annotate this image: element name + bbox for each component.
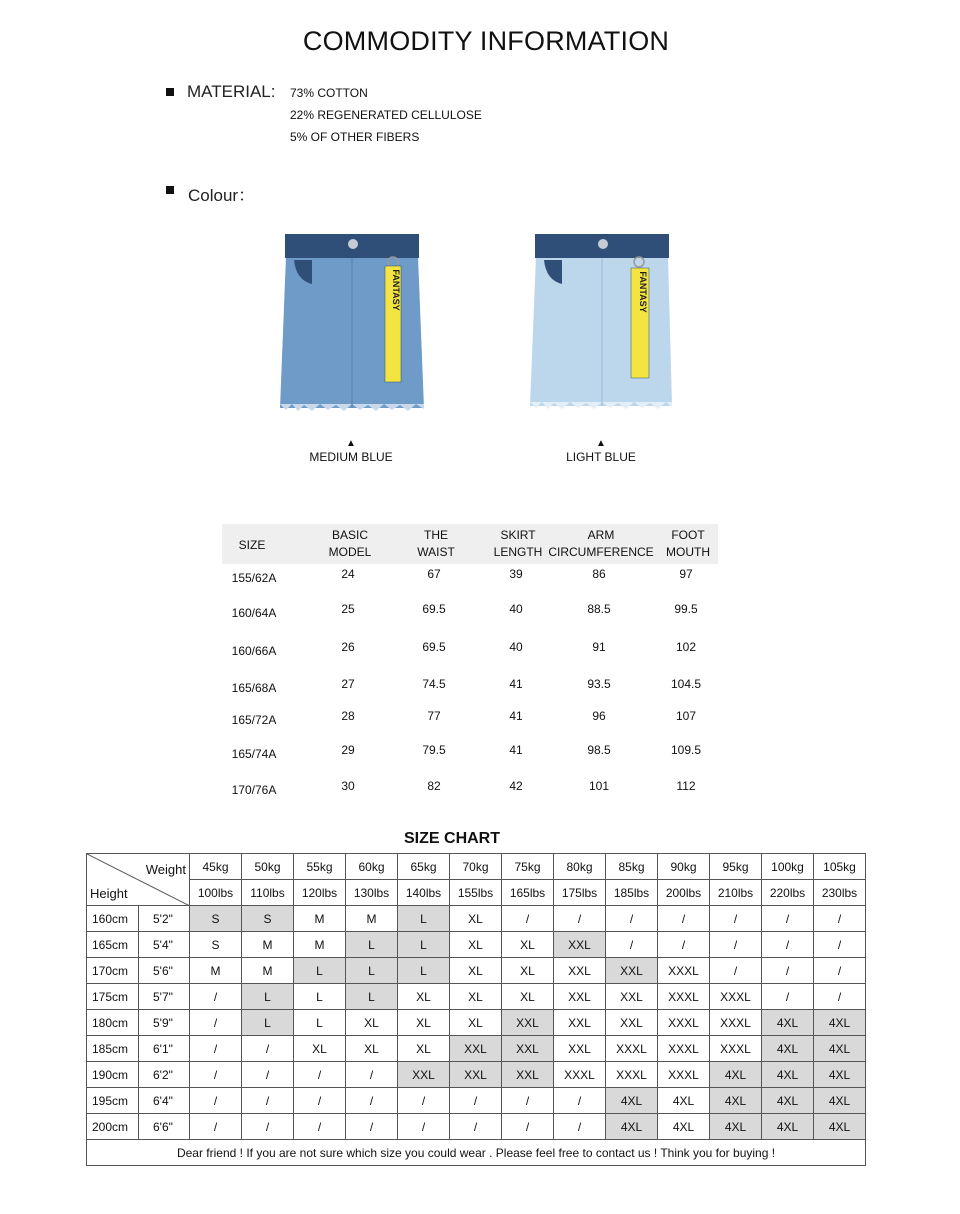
size-cell: 4XL xyxy=(606,1088,658,1114)
weight-kg-cell: 65kg xyxy=(398,854,450,880)
skirt-light-blue-image xyxy=(522,228,682,418)
measurement-header-line: MOUTH xyxy=(666,545,710,559)
size-cell: XXXL xyxy=(658,984,710,1010)
measurement-value-cell: 29 xyxy=(341,743,355,757)
table-row xyxy=(87,984,866,1010)
measurement-value-cell: 93.5 xyxy=(587,677,611,691)
size-cell: / xyxy=(346,1114,398,1140)
size-cell: / xyxy=(606,906,658,932)
weight-kg-cell: 75kg xyxy=(502,854,554,880)
height-cm-cell: 190cm xyxy=(87,1062,139,1088)
size-cell: XL xyxy=(346,1036,398,1062)
measurement-header-line: WAIST xyxy=(417,545,455,559)
weight-lbs-cell: 165lbs xyxy=(502,880,554,906)
material-line: 5% OF OTHER FIBERS xyxy=(290,130,420,144)
measurement-header-line: SKIRT xyxy=(500,528,536,542)
size-cell: / xyxy=(502,1088,554,1114)
size-cell: / xyxy=(242,1036,294,1062)
size-cell: XL xyxy=(450,958,502,984)
measurement-size-cell: 155/62A xyxy=(231,571,277,585)
measurement-value-cell: 26 xyxy=(341,640,355,654)
measurement-value-cell: 88.5 xyxy=(587,602,611,616)
size-cell: 4XL xyxy=(814,1062,866,1088)
triangle-up-icon: ▲ xyxy=(596,438,606,449)
size-cell: / xyxy=(190,1114,242,1140)
measurement-value-cell: 40 xyxy=(509,640,523,654)
size-cell: / xyxy=(658,932,710,958)
size-cell: / xyxy=(190,1062,242,1088)
measurement-header-line: THE xyxy=(424,528,448,542)
measurement-value-cell: 86 xyxy=(592,567,606,581)
size-cell: / xyxy=(814,932,866,958)
size-cell: / xyxy=(294,1114,346,1140)
size-cell: / xyxy=(554,906,606,932)
size-cell: M xyxy=(190,958,242,984)
size-chart-title: SIZE CHART xyxy=(404,830,500,847)
measurement-value-cell: 109.5 xyxy=(670,743,702,757)
measurement-value-cell: 97 xyxy=(679,567,693,581)
size-cell: / xyxy=(398,1088,450,1114)
size-cell: XXXL xyxy=(658,1010,710,1036)
measurement-value-cell: 24 xyxy=(341,567,355,581)
triangle-up-icon: ▲ xyxy=(346,438,356,449)
size-cell: L xyxy=(242,984,294,1010)
size-cell: / xyxy=(242,1114,294,1140)
weight-lbs-cell: 130lbs xyxy=(346,880,398,906)
size-cell: L xyxy=(294,958,346,984)
size-cell: XL xyxy=(346,1010,398,1036)
weight-kg-cell: 45kg xyxy=(190,854,242,880)
size-cell: / xyxy=(710,958,762,984)
measurement-value-cell: 28 xyxy=(341,709,355,723)
colour-caption-medium-blue xyxy=(281,438,421,464)
weight-lbs-cell: 185lbs xyxy=(606,880,658,906)
measurement-value-cell: 99.5 xyxy=(674,602,698,616)
height-cm-cell: 185cm xyxy=(87,1036,139,1062)
measurement-size-cell: 160/64A xyxy=(231,606,277,620)
measurement-value-cell: 41 xyxy=(509,677,523,691)
size-chart-footer-note: Dear friend ! If you are not sure which size you could wear . Please feel free to contact us ! Think you for buying ! xyxy=(87,1140,866,1166)
height-label: Height xyxy=(90,886,128,901)
height-ft-cell: 5'2" xyxy=(139,906,190,932)
size-cell: 4XL xyxy=(762,1114,814,1140)
colour-name: MEDIUM BLUE xyxy=(309,450,393,464)
height-cm-cell: 170cm xyxy=(87,958,139,984)
size-cell: XXL xyxy=(502,1010,554,1036)
size-chart-header-row xyxy=(87,854,866,880)
measurement-value-cell: 82 xyxy=(427,779,441,793)
skirt-tag-text: FANTASY xyxy=(638,271,648,313)
table-row xyxy=(87,1036,866,1062)
size-cell: / xyxy=(762,932,814,958)
size-cell: / xyxy=(658,906,710,932)
size-cell: / xyxy=(398,1114,450,1140)
material-bullet-icon xyxy=(166,88,174,96)
size-cell: / xyxy=(450,1088,502,1114)
size-cell: / xyxy=(502,906,554,932)
size-chart-footer-row xyxy=(87,1140,866,1166)
size-cell: XXXL xyxy=(554,1062,606,1088)
weight-kg-cell: 100kg xyxy=(762,854,814,880)
size-cell: L xyxy=(294,1010,346,1036)
weight-kg-cell: 105kg xyxy=(814,854,866,880)
size-cell: M xyxy=(294,906,346,932)
weight-lbs-cell: 155lbs xyxy=(450,880,502,906)
size-cell: XL xyxy=(502,932,554,958)
size-cell: 4XL xyxy=(762,1062,814,1088)
measurement-header-line: ARM xyxy=(587,528,615,542)
size-cell: XXL xyxy=(502,1062,554,1088)
size-cell: XL xyxy=(502,958,554,984)
size-cell: M xyxy=(346,906,398,932)
size-cell: XXL xyxy=(450,1036,502,1062)
size-cell: / xyxy=(762,958,814,984)
measurement-header-line: MODEL xyxy=(328,545,372,559)
measurement-header-line: LENGTH xyxy=(493,545,543,559)
measurement-header-line: FOOT xyxy=(671,528,705,542)
size-cell: S xyxy=(190,906,242,932)
size-cell: XXXL xyxy=(710,1010,762,1036)
weight-kg-cell: 80kg xyxy=(554,854,606,880)
height-ft-cell: 6'2" xyxy=(139,1062,190,1088)
measurement-value-cell: 41 xyxy=(509,743,523,757)
size-chart-corner xyxy=(87,854,190,906)
size-cell: XL xyxy=(450,932,502,958)
size-cell: 4XL xyxy=(814,1010,866,1036)
measurement-value-cell: 79.5 xyxy=(422,743,446,757)
material-line: 22% REGENERATED CELLULOSE xyxy=(290,108,482,122)
size-cell: XL xyxy=(450,984,502,1010)
size-cell: 4XL xyxy=(606,1114,658,1140)
weight-kg-cell: 90kg xyxy=(658,854,710,880)
weight-lbs-cell: 230lbs xyxy=(814,880,866,906)
size-cell: XL xyxy=(450,906,502,932)
size-cell: / xyxy=(606,932,658,958)
table-row xyxy=(87,1062,866,1088)
measurement-value-cell: 77 xyxy=(427,709,441,723)
size-cell: XXL xyxy=(554,932,606,958)
colour-bullet-icon xyxy=(166,186,174,194)
size-cell: XL xyxy=(294,1036,346,1062)
measurement-value-cell: 107 xyxy=(675,709,697,723)
size-cell: / xyxy=(762,906,814,932)
size-cell: XL xyxy=(398,1036,450,1062)
measurement-value-cell: 25 xyxy=(341,602,355,616)
measurement-value-cell: 67 xyxy=(427,567,441,581)
size-cell: L xyxy=(398,932,450,958)
size-cell: XL xyxy=(450,1010,502,1036)
height-ft-cell: 5'4" xyxy=(139,932,190,958)
measurement-value-cell: 27 xyxy=(341,677,355,691)
measurement-value-cell: 98.5 xyxy=(587,743,611,757)
size-cell: L xyxy=(346,932,398,958)
size-cell: M xyxy=(294,932,346,958)
measurement-value-cell: 69.5 xyxy=(422,602,446,616)
size-cell: XXL xyxy=(606,984,658,1010)
weight-kg-cell: 60kg xyxy=(346,854,398,880)
size-cell: / xyxy=(190,984,242,1010)
size-cell: L xyxy=(346,984,398,1010)
size-cell: / xyxy=(190,1010,242,1036)
weight-lbs-cell: 140lbs xyxy=(398,880,450,906)
size-cell: / xyxy=(554,1088,606,1114)
weight-lbs-cell: 175lbs xyxy=(554,880,606,906)
weight-kg-cell: 95kg xyxy=(710,854,762,880)
size-cell: 4XL xyxy=(762,1010,814,1036)
page-title: COMMODITY INFORMATION xyxy=(302,26,670,56)
height-cm-cell: 195cm xyxy=(87,1088,139,1114)
weight-lbs-cell: 220lbs xyxy=(762,880,814,906)
size-cell: XXXL xyxy=(710,1036,762,1062)
size-cell: XXL xyxy=(502,1036,554,1062)
size-cell: / xyxy=(242,1062,294,1088)
size-cell: / xyxy=(190,1036,242,1062)
weight-lbs-cell: 110lbs xyxy=(242,880,294,906)
measurement-size-cell: 165/72A xyxy=(231,713,277,727)
size-cell: XXXL xyxy=(658,1062,710,1088)
weight-kg-cell: 50kg xyxy=(242,854,294,880)
colour-name: LIGHT BLUE xyxy=(566,450,636,464)
weight-lbs-cell: 100lbs xyxy=(190,880,242,906)
size-cell: XXL xyxy=(606,958,658,984)
size-cell: / xyxy=(814,958,866,984)
size-cell: XXXL xyxy=(658,1036,710,1062)
size-cell: XXL xyxy=(554,984,606,1010)
size-cell: L xyxy=(398,958,450,984)
material-line: 73% COTTON xyxy=(290,86,368,100)
size-cell: L xyxy=(398,906,450,932)
size-cell: 4XL xyxy=(814,1036,866,1062)
size-cell: XXXL xyxy=(658,958,710,984)
table-row xyxy=(87,1088,866,1114)
measurement-value-cell: 30 xyxy=(341,779,355,793)
table-row xyxy=(87,1010,866,1036)
weight-lbs-cell: 200lbs xyxy=(658,880,710,906)
size-cell: 4XL xyxy=(710,1088,762,1114)
size-cell: / xyxy=(502,1114,554,1140)
size-cell: 4XL xyxy=(814,1114,866,1140)
height-cm-cell: 180cm xyxy=(87,1010,139,1036)
size-cell: L xyxy=(294,984,346,1010)
measurement-header-line: BASIC xyxy=(331,528,368,542)
measurement-size-cell: 160/66A xyxy=(231,644,277,658)
weight-kg-cell: 55kg xyxy=(294,854,346,880)
height-ft-cell: 5'9" xyxy=(139,1010,190,1036)
size-cell: / xyxy=(814,906,866,932)
height-cm-cell: 175cm xyxy=(87,984,139,1010)
size-cell: / xyxy=(242,1088,294,1114)
measurement-value-cell: 104.5 xyxy=(670,677,702,691)
weight-kg-cell: 70kg xyxy=(450,854,502,880)
size-cell: / xyxy=(294,1088,346,1114)
size-cell: XL xyxy=(398,1010,450,1036)
measurement-size-cell: 165/68A xyxy=(231,681,277,695)
material-label: MATERIAL: xyxy=(187,82,276,101)
size-cell: 4XL xyxy=(710,1062,762,1088)
size-cell: L xyxy=(346,958,398,984)
size-chart-header-row xyxy=(87,880,866,906)
table-row xyxy=(87,958,866,984)
size-cell: 4XL xyxy=(814,1088,866,1114)
measurement-value-cell: 69.5 xyxy=(422,640,446,654)
weight-kg-cell: 85kg xyxy=(606,854,658,880)
measurement-value-cell: 112 xyxy=(676,779,696,793)
measurement-value-cell: 40 xyxy=(509,602,523,616)
size-cell: XXL xyxy=(450,1062,502,1088)
colour-label: Colour： xyxy=(188,186,256,205)
size-cell: XXL xyxy=(554,1010,606,1036)
size-cell: / xyxy=(190,1088,242,1114)
size-cell: XXL xyxy=(606,1010,658,1036)
measurement-size-cell: 170/76A xyxy=(231,783,277,797)
size-cell: XL xyxy=(502,984,554,1010)
measurement-value-cell: 101 xyxy=(588,779,610,793)
measurement-value-cell: 102 xyxy=(675,640,697,654)
size-cell: XL xyxy=(398,984,450,1010)
measurement-value-cell: 96 xyxy=(592,709,606,723)
measurement-value-cell: 39 xyxy=(509,567,523,581)
size-cell: / xyxy=(294,1062,346,1088)
weight-label: Weight xyxy=(145,862,186,877)
colour-caption-light-blue xyxy=(531,438,671,464)
size-cell: 4XL xyxy=(710,1114,762,1140)
height-ft-cell: 5'6" xyxy=(139,958,190,984)
skirt-tag-text: FANTASY xyxy=(391,269,401,311)
weight-lbs-cell: 120lbs xyxy=(294,880,346,906)
size-cell: / xyxy=(346,1062,398,1088)
size-cell: / xyxy=(710,906,762,932)
size-cell: S xyxy=(242,906,294,932)
table-row xyxy=(87,932,866,958)
size-cell: 4XL xyxy=(658,1088,710,1114)
measurement-header-line: SIZE xyxy=(238,538,266,552)
measurement-header xyxy=(197,537,307,554)
size-cell: / xyxy=(710,932,762,958)
size-cell: XXXL xyxy=(606,1036,658,1062)
size-cell: XXL xyxy=(554,958,606,984)
skirt-medium-blue-image xyxy=(272,228,432,418)
size-chart-table xyxy=(86,853,866,1166)
size-cell: XXL xyxy=(398,1062,450,1088)
measurement-value-cell: 42 xyxy=(509,779,523,793)
size-cell: M xyxy=(242,958,294,984)
size-cell: / xyxy=(762,984,814,1010)
size-cell: / xyxy=(554,1114,606,1140)
measurement-value-cell: 74.5 xyxy=(422,677,446,691)
measurement-header xyxy=(633,527,743,561)
table-row xyxy=(87,906,866,932)
height-ft-cell: 6'4" xyxy=(139,1088,190,1114)
size-cell: M xyxy=(242,932,294,958)
measurement-header-line: CIRCUMFERENCE xyxy=(548,545,654,559)
measurement-size-cell: 165/74A xyxy=(231,747,277,761)
height-cm-cell: 200cm xyxy=(87,1114,139,1140)
weight-lbs-cell: 210lbs xyxy=(710,880,762,906)
height-ft-cell: 6'1" xyxy=(139,1036,190,1062)
size-cell: 4XL xyxy=(762,1036,814,1062)
measurement-value-cell: 91 xyxy=(592,640,606,654)
height-cm-cell: 160cm xyxy=(87,906,139,932)
size-cell: S xyxy=(190,932,242,958)
size-cell: / xyxy=(814,984,866,1010)
height-ft-cell: 6'6" xyxy=(139,1114,190,1140)
measurement-value-cell: 41 xyxy=(509,709,523,723)
size-cell: XXXL xyxy=(606,1062,658,1088)
size-cell: XXXL xyxy=(710,984,762,1010)
size-cell: / xyxy=(450,1114,502,1140)
height-cm-cell: 165cm xyxy=(87,932,139,958)
table-row xyxy=(87,1114,866,1140)
height-ft-cell: 5'7" xyxy=(139,984,190,1010)
size-cell: 4XL xyxy=(658,1114,710,1140)
size-cell: L xyxy=(242,1010,294,1036)
size-cell: 4XL xyxy=(762,1088,814,1114)
size-cell: XXL xyxy=(554,1036,606,1062)
size-cell: / xyxy=(346,1088,398,1114)
